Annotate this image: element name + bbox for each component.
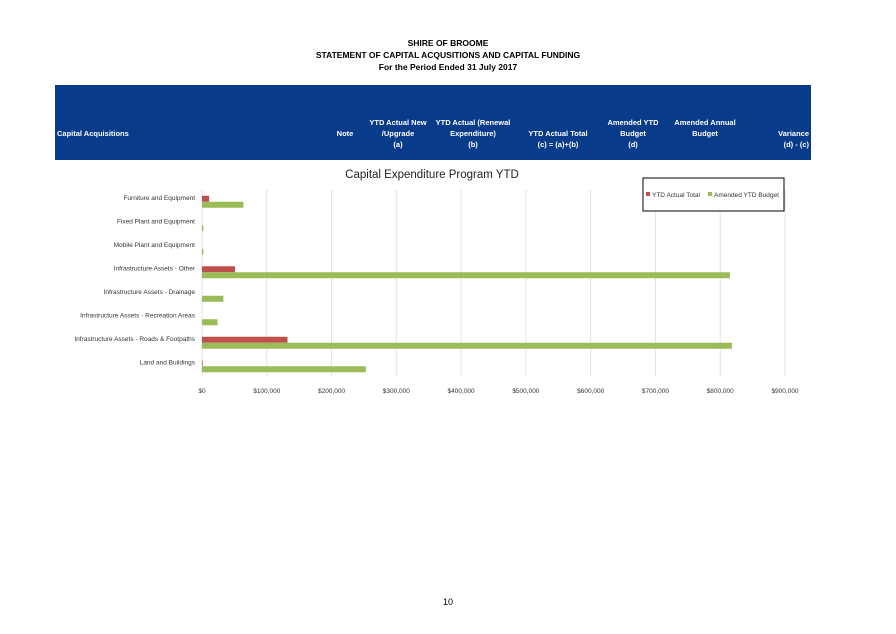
header-note: Note [336,129,354,138]
x-tick-label: $200,000 [317,388,346,395]
report-period: For the Period Ended 31 July 2017 [378,62,518,72]
category-label: Infrastructure Assets - Other [113,265,195,273]
x-tick-label: $0 [198,388,206,395]
report-org-name: SHIRE OF BROOME [407,38,489,48]
bar-amended-ytd-budget [202,225,203,231]
report-title-block [0,37,896,73]
chart-bars [202,196,732,373]
bar-amended-ytd-budget [202,296,223,302]
x-tick-label: $100,000 [253,388,281,395]
bar-amended-ytd-budget [202,249,203,255]
category-label: Furniture and Equipment [123,194,195,202]
legend-swatch-amended-ytd-budget [708,192,712,196]
category-label: Fixed Plant and Equipment [116,218,195,226]
legend-label-ytd-actual-total: YTD Actual Total [652,192,700,199]
header-variance: Variance (d) - (c) [778,129,809,149]
bar-ytd-actual-total [202,196,209,202]
category-label: Infrastructure Assets - Recreation Areas [80,312,195,320]
category-label: Land and Buildings [139,359,195,367]
bar-amended-ytd-budget [202,319,218,325]
header-capital-acquisitions: Capital Acquisitions [57,129,129,138]
header-ytd-actual-renewal: YTD Actual (Renewal Expenditure) (b) [435,118,511,149]
bar-amended-ytd-budget [202,366,366,372]
x-tick-label: $600,000 [577,388,605,395]
x-tick-label: $300,000 [382,388,410,395]
bar-ytd-actual-total [202,337,288,343]
bar-amended-ytd-budget [202,272,730,278]
bar-amended-ytd-budget [202,202,243,208]
header-amended-annual-budget: Amended Annual Budget [674,118,736,138]
x-tick-label: $700,000 [641,388,670,395]
chart-category-labels [74,195,196,367]
x-tick-label: $900,000 [771,388,799,395]
chart-title: Capital Expenditure Program YTD [345,169,519,181]
chart-legend [643,178,784,211]
table-header-band [55,85,811,160]
category-label: Infrastructure Assets - Drainage [103,288,195,296]
header-ytd-actual-total: YTD Actual Total (c) = (a)+(b) [528,129,588,149]
report-statement-title: STATEMENT OF CAPITAL ACQUSITIONS AND CAPITAL FUNDING [315,50,581,60]
legend-label-amended-ytd-budget: Amended YTD Budget [714,192,779,199]
chart-x-tick-labels [198,388,799,395]
category-label: Mobile Plant and Equipment [113,241,195,249]
bar-ytd-actual-total [202,360,203,366]
bar-amended-ytd-budget [202,343,732,349]
header-amended-ytd-budget: Amended YTD Budget (d) [607,118,659,149]
x-tick-label: $400,000 [447,388,475,395]
page-number: 10 [442,597,453,607]
bar-ytd-actual-total [202,266,235,272]
legend-swatch-ytd-actual-total [646,192,650,196]
capital-expenditure-chart [0,160,896,405]
x-tick-label: $800,000 [706,388,734,395]
category-label: Infrastructure Assets - Roads & Footpaths [74,335,195,343]
x-tick-label: $500,000 [512,388,540,395]
header-ytd-actual-new: YTD Actual New /Upgrade (a) [369,118,427,149]
